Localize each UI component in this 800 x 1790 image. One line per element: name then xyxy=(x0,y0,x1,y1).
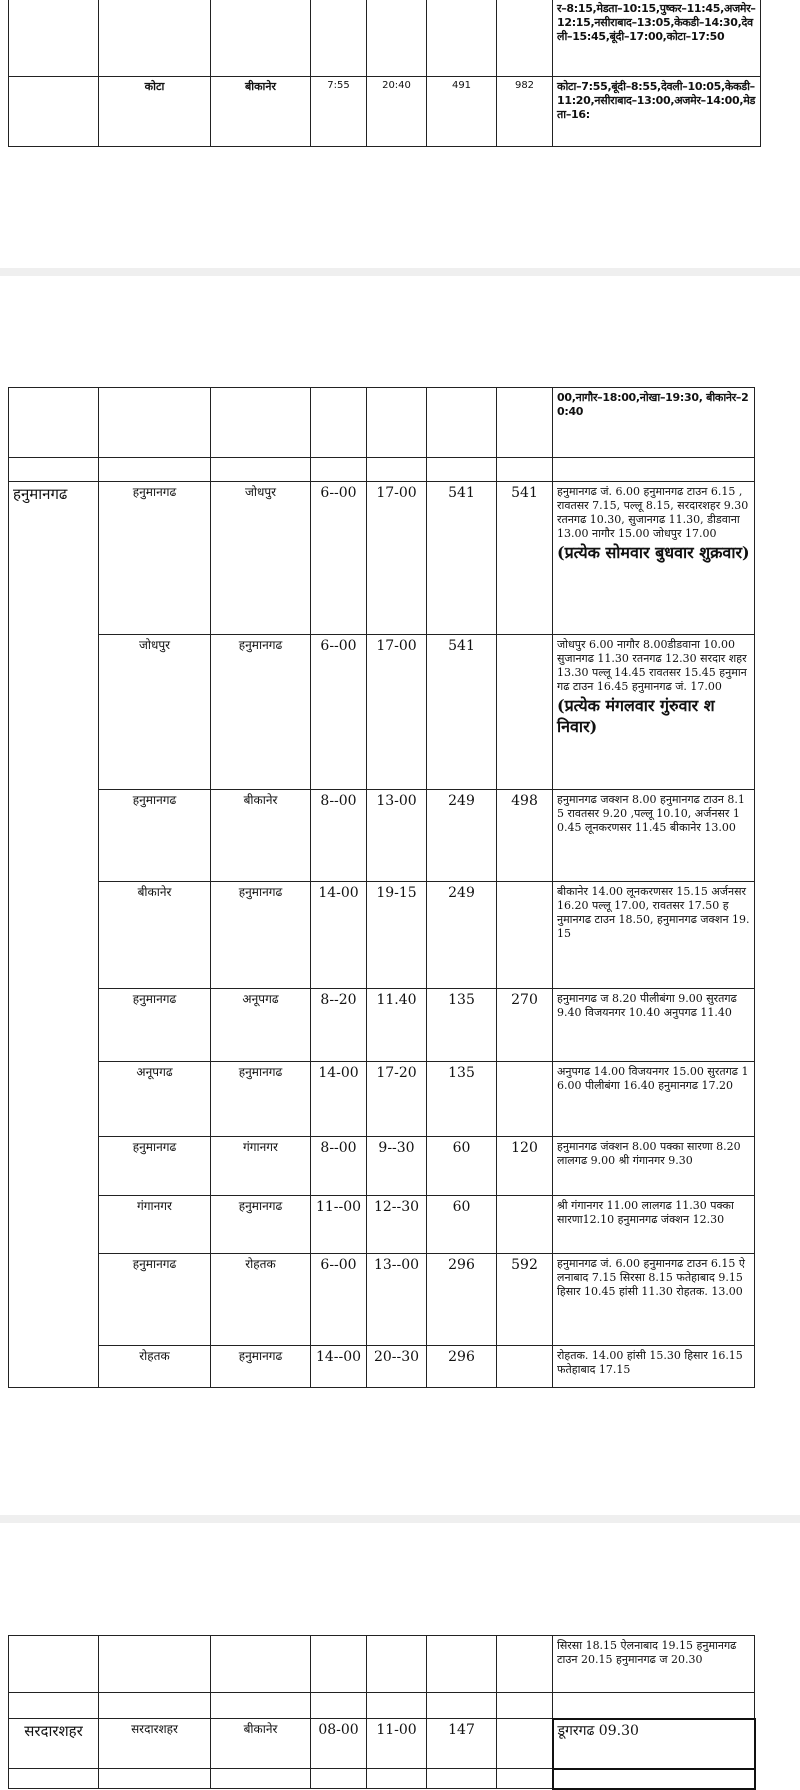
route-cell: र–8:15,मेडता–10:15,पुष्कर–11:45,अजमेर–12:15,नसीराबाद–13:05,केकडी–14:30,देवली–15:45,बूंदी–17:00,कोटा–17:50 xyxy=(553,0,761,77)
table-row xyxy=(9,482,755,635)
timetable-block-3 xyxy=(8,1635,756,1790)
district-cell xyxy=(9,0,99,77)
total-km-cell xyxy=(497,635,553,790)
km-cell: 60 xyxy=(427,1137,497,1196)
arrival-cell: 12--30 xyxy=(367,1196,427,1254)
page-section-2 xyxy=(0,276,800,1515)
arrival-cell: 17-20 xyxy=(367,1062,427,1137)
total-km-cell xyxy=(497,882,553,989)
total-km-cell xyxy=(497,1719,553,1769)
departure-cell: 7:55 xyxy=(311,77,367,147)
table-row xyxy=(9,1769,755,1789)
arrival-cell: 13--00 xyxy=(367,1254,427,1346)
km-cell: 135 xyxy=(427,989,497,1062)
table-row xyxy=(9,790,755,882)
arrival-cell: 17-00 xyxy=(367,635,427,790)
route-cell: बीकानेर 14.00 लूनकरणसर 15.15 अर्जनसर 16.20 पल्लू 17.00, रावतसर 17.50 हनुमानगढ टाउन 18.50, हनुमानगढ जक्शन 19.15 xyxy=(553,882,755,989)
to-cell: हनुमानगढ xyxy=(211,635,311,790)
table-row xyxy=(9,1346,755,1388)
departure-cell: 14-00 xyxy=(311,882,367,989)
km-cell xyxy=(427,0,497,77)
km-cell: 60 xyxy=(427,1196,497,1254)
departure-cell: 6--00 xyxy=(311,635,367,790)
to-cell: बीकानेर xyxy=(211,790,311,882)
to-cell: हनुमानगढ xyxy=(211,882,311,989)
district-cell: हनुमानगढ xyxy=(9,482,99,1388)
km-cell: 249 xyxy=(427,790,497,882)
table-row xyxy=(9,1636,755,1693)
table-row xyxy=(9,1693,755,1719)
total-km-cell xyxy=(497,0,553,77)
route-cell: अनुपगढ 14.00 विजयनगर 15.00 सुरतगढ 16.00 पीलीबंगा 16.40 हनुमानगढ 17.20 xyxy=(553,1062,755,1137)
district-cell xyxy=(9,77,99,147)
total-km-cell xyxy=(497,1346,553,1388)
timetable-block-2 xyxy=(8,387,755,1388)
route-cell xyxy=(553,482,755,635)
to-cell: हनुमानगढ xyxy=(211,1196,311,1254)
route-cell: 00,नागौर–18:00,नोखा–19:30, बीकानेर–20:40 xyxy=(553,388,755,458)
total-km-cell xyxy=(497,1196,553,1254)
from-cell: गंगानगर xyxy=(99,1196,211,1254)
table-row xyxy=(9,77,761,147)
departure-cell: 6--00 xyxy=(311,1254,367,1346)
total-km-cell: 592 xyxy=(497,1254,553,1346)
route-text: हनुमानगढ जं. 6.00 हनुमानगढ टाउन 6.15 ,रावतसर 7.15, पल्लू 8.15, सरदारशहर 9.30 रतनगढ 10.30, सुजानगढ 11.30, डीडवाना 13.00 नागौर 15.00 जोधपुर 17.00 xyxy=(557,485,749,541)
table-row xyxy=(9,882,755,989)
from-cell: जोधपुर xyxy=(99,635,211,790)
schedule-note: (प्रत्येक सोमवार बुधवार शुक्रवार) xyxy=(557,543,750,563)
from-cell: हनुमानगढ xyxy=(99,1254,211,1346)
from-cell: बीकानेर xyxy=(99,882,211,989)
page-section-3 xyxy=(0,1523,800,1777)
route-cell: सिरसा 18.15 ऐलनाबाद 19.15 हनुमानगढ टाउन 20.15 हनुमानगढ ज 20.30 xyxy=(553,1636,755,1693)
table-row xyxy=(9,1062,755,1137)
departure-cell: 6--00 xyxy=(311,482,367,635)
to-cell: गंगानगर xyxy=(211,1137,311,1196)
arrival-cell: 11.40 xyxy=(367,989,427,1062)
arrival-cell: 13-00 xyxy=(367,790,427,882)
km-cell: 249 xyxy=(427,882,497,989)
km-cell: 296 xyxy=(427,1346,497,1388)
departure-cell: 14--00 xyxy=(311,1346,367,1388)
departure-cell: 8--00 xyxy=(311,790,367,882)
total-km-cell: 270 xyxy=(497,989,553,1062)
from-cell: हनुमानगढ xyxy=(99,1137,211,1196)
km-cell: 296 xyxy=(427,1254,497,1346)
total-km-cell: 120 xyxy=(497,1137,553,1196)
arrival-cell: 20:40 xyxy=(367,77,427,147)
total-km-cell: 982 xyxy=(497,77,553,147)
from-cell: हनुमानगढ xyxy=(99,482,211,635)
departure-cell: 8--00 xyxy=(311,1137,367,1196)
from-cell: रोहतक xyxy=(99,1346,211,1388)
to-cell: बीकानेर xyxy=(211,1719,311,1769)
to-cell: बीकानेर xyxy=(211,77,311,147)
arrival-cell: 19-15 xyxy=(367,882,427,989)
table-row xyxy=(9,1254,755,1346)
page-divider xyxy=(0,268,800,276)
to-cell: हनुमानगढ xyxy=(211,1062,311,1137)
route-cell: हनुमानगढ जंक्शन 8.00 पक्का सारणा 8.20 लालगढ 9.00 श्री गंगानगर 9.30 xyxy=(553,1137,755,1196)
table-row xyxy=(9,635,755,790)
schedule-note: (प्रत्येक मंगलवार गुंरुवार शनिवार) xyxy=(557,696,715,737)
route-cell: हनुमानगढ ज 8.20 पीलीबंगा 9.00 सुरतगढ 9.40 विजयनगर 10.40 अनुपगढ 11.40 xyxy=(553,989,755,1062)
km-cell: 541 xyxy=(427,635,497,790)
page-section-1 xyxy=(0,0,800,268)
table-row xyxy=(9,1137,755,1196)
route-cell: कोटा–7:55,बूंदी–8:55,देवली–10:05,केकडी–11:20,नसीराबाद–13:00,अजमेर–14:00,मेडता–16: xyxy=(553,77,761,147)
from-cell xyxy=(99,0,211,77)
departure-cell xyxy=(311,0,367,77)
departure-cell: 8--20 xyxy=(311,989,367,1062)
km-cell: 135 xyxy=(427,1062,497,1137)
from-cell: हनुमानगढ xyxy=(99,989,211,1062)
table-row xyxy=(9,388,755,458)
departure-cell: 14-00 xyxy=(311,1062,367,1137)
route-cell xyxy=(553,635,755,790)
district-cell: सरदारशहर xyxy=(9,1719,99,1769)
table-row xyxy=(9,1719,755,1769)
arrival-cell: 20--30 xyxy=(367,1346,427,1388)
page-divider xyxy=(0,1515,800,1523)
km-cell: 147 xyxy=(427,1719,497,1769)
total-km-cell xyxy=(497,1062,553,1137)
arrival-cell xyxy=(367,0,427,77)
route-cell: हनुमानगढ जं. 6.00 हनुमानगढ टाउन 6.15 ऐलनाबाद 7.15 सिरसा 8.15 फतेहाबाद 9.15 हिसार 10.45 हांसी 11.30 रोहतक. 13.00 xyxy=(553,1254,755,1346)
to-cell: अनूपगढ xyxy=(211,989,311,1062)
table-row xyxy=(9,458,755,482)
departure-cell: 08-00 xyxy=(311,1719,367,1769)
total-km-cell: 541 xyxy=(497,482,553,635)
route-cell: हनुमानगढ जक्शन 8.00 हनुमानगढ टाउन 8.15 रावतसर 9.20 ,पल्लू 10.10, अर्जनसर 10.45 लूनकरणसर 11.45 बीकानेर 13.00 xyxy=(553,790,755,882)
km-cell: 541 xyxy=(427,482,497,635)
to-cell: जोधपुर xyxy=(211,482,311,635)
table-row xyxy=(9,1196,755,1254)
table-row xyxy=(9,0,761,77)
km-cell: 491 xyxy=(427,77,497,147)
arrival-cell: 11-00 xyxy=(367,1719,427,1769)
timetable-block-1 xyxy=(8,0,761,147)
total-km-cell: 498 xyxy=(497,790,553,882)
from-cell: कोटा xyxy=(99,77,211,147)
from-cell: सरदारशहर xyxy=(99,1719,211,1769)
arrival-cell: 17-00 xyxy=(367,482,427,635)
route-cell: श्री गंगानगर 11.00 लालगढ 11.30 पक्का सारणा12.10 हनुमानगढ जंक्शन 12.30 xyxy=(553,1196,755,1254)
to-cell xyxy=(211,0,311,77)
from-cell: अनूपगढ xyxy=(99,1062,211,1137)
departure-cell: 11--00 xyxy=(311,1196,367,1254)
route-cell: डूगरगढ 09.30 xyxy=(553,1719,755,1769)
route-text: जोधपुर 6.00 नागौर 8.00डीडवाना 10.00 सुजानगढ 11.30 रतनगढ 12.30 सरदार शहर 13.30 पल्लू 14.45 रावतसर 15.45 हनुमानगढ टाउन 16.45 हनुमानगढ जं. 17.00 xyxy=(557,638,747,694)
from-cell: हनुमानगढ xyxy=(99,790,211,882)
table-row xyxy=(9,989,755,1062)
route-cell: रोहतक. 14.00 हांसी 15.30 हिसार 16.15 फतेहाबाद 17.15 xyxy=(553,1346,755,1388)
arrival-cell: 9--30 xyxy=(367,1137,427,1196)
to-cell: रोहतक xyxy=(211,1254,311,1346)
to-cell: हनुमानगढ xyxy=(211,1346,311,1388)
